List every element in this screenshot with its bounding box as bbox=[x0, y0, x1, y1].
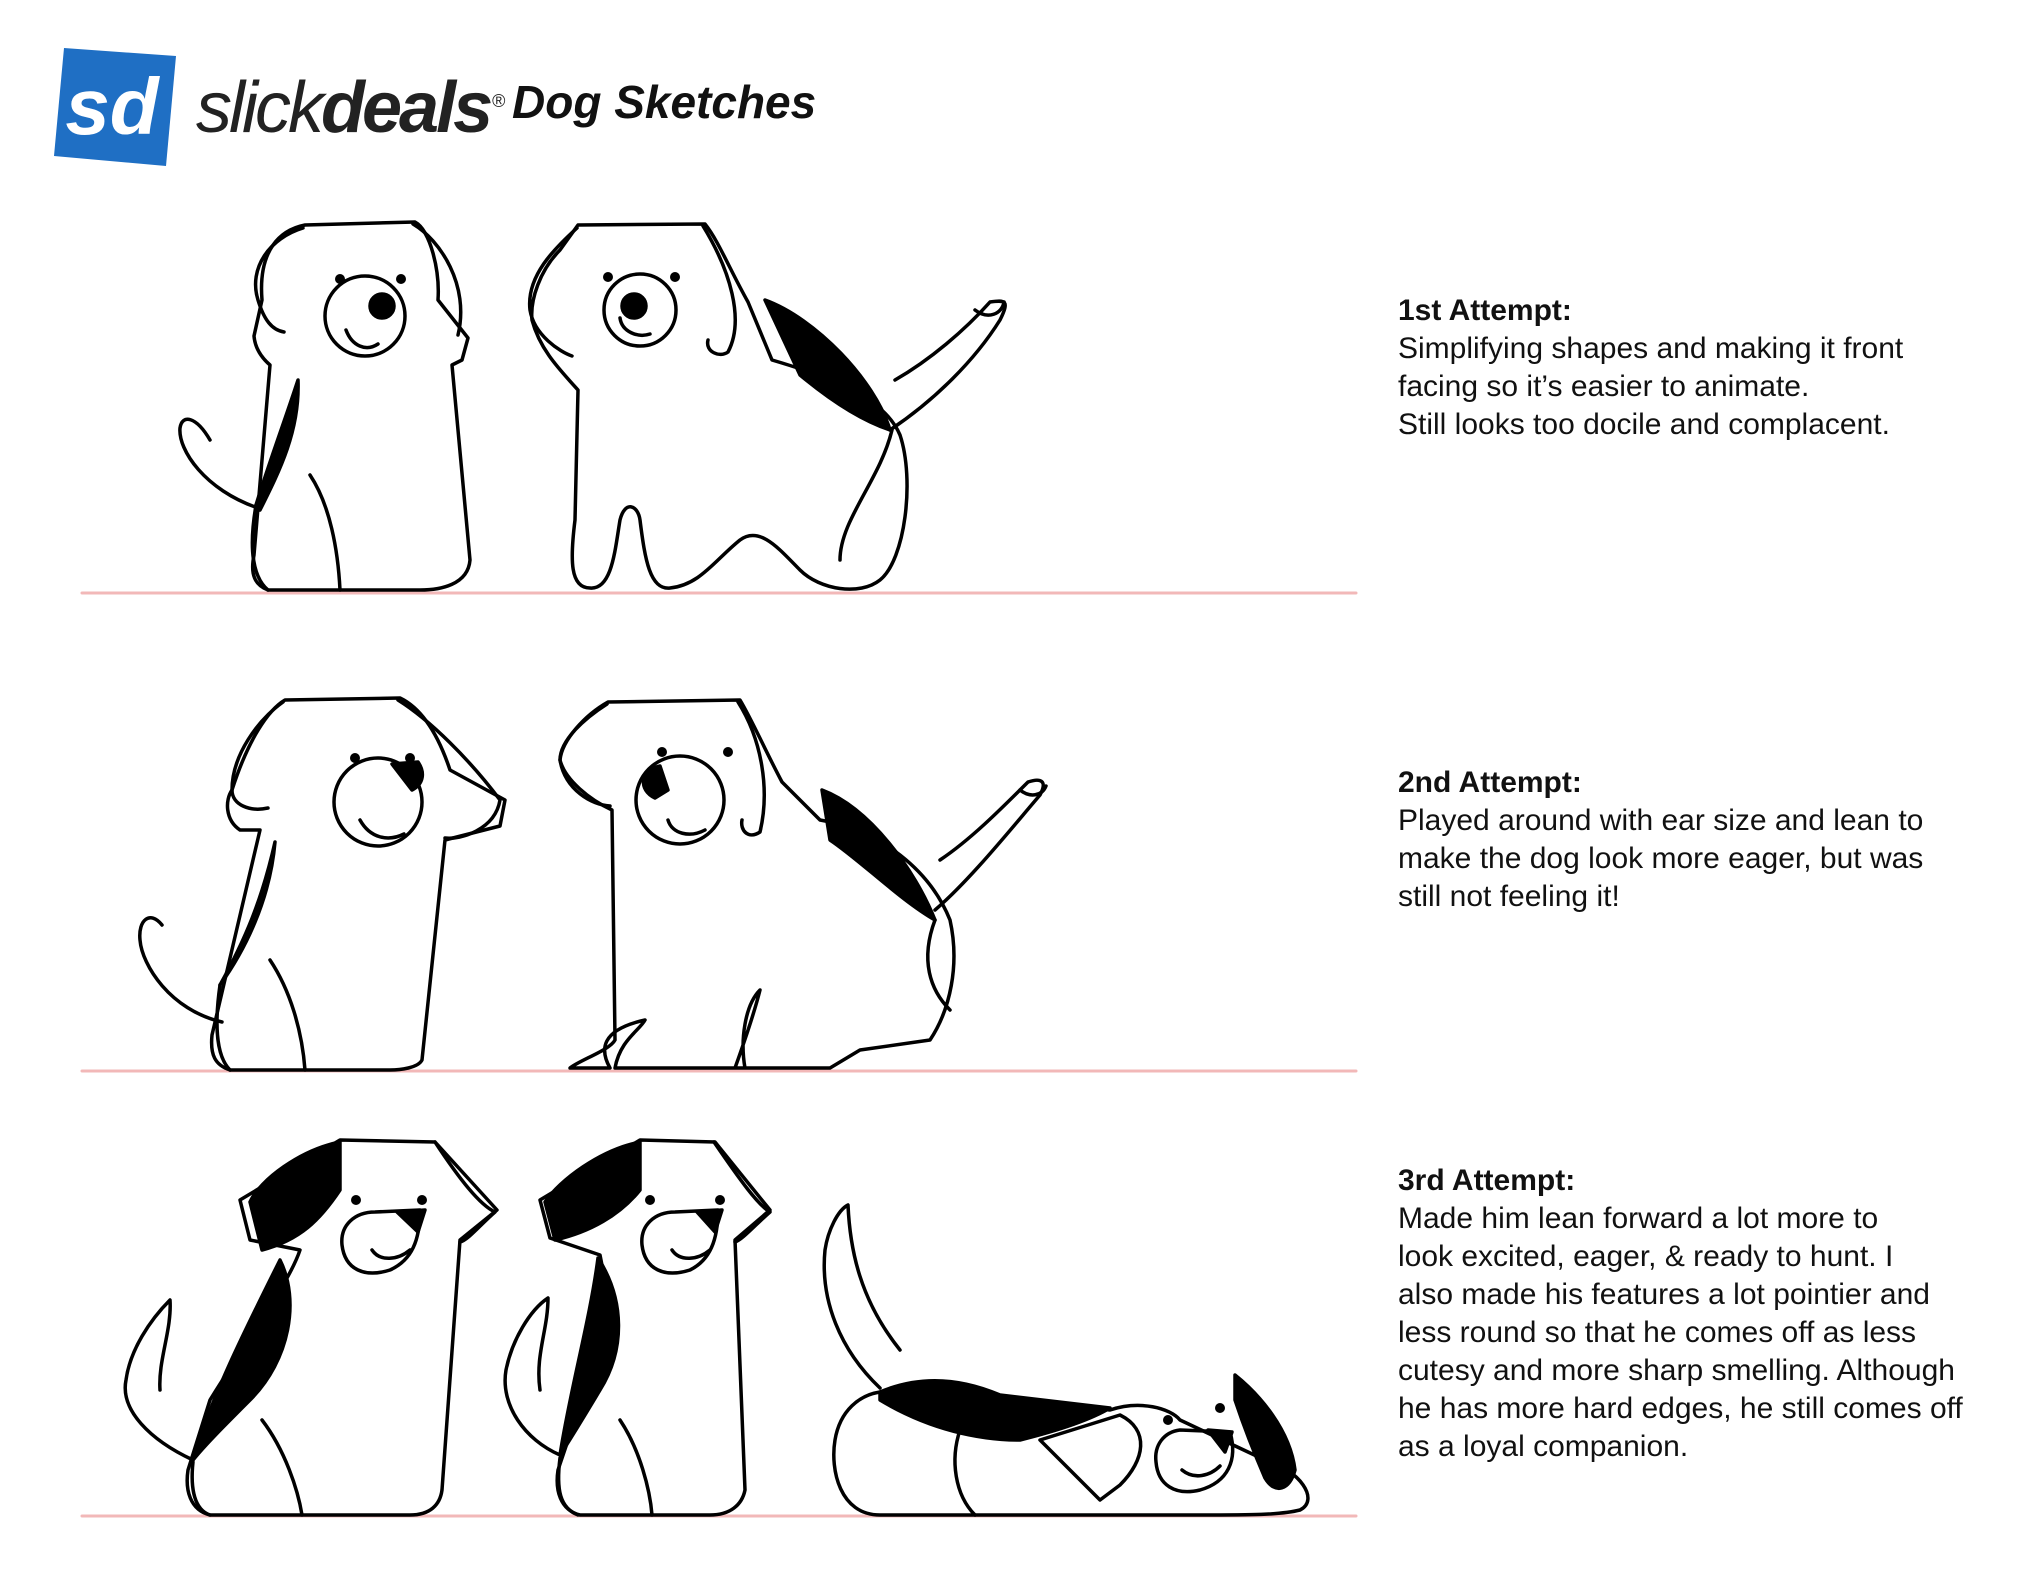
attempt-title: 2nd Attempt: bbox=[1398, 766, 1582, 799]
dog-sketch-3c bbox=[824, 1205, 1308, 1515]
logo-mark-text: sd bbox=[65, 62, 159, 151]
attempt-note-1 bbox=[1398, 292, 2018, 444]
attempt-body: Played around with ear size and lean to make the dog look more eager, but was still not feeling it! bbox=[1398, 804, 1924, 913]
registered-mark: ® bbox=[492, 91, 506, 111]
dog-sketch-3a bbox=[125, 1140, 497, 1515]
dog-sketch-1a bbox=[180, 222, 470, 590]
dog-sketch-1b bbox=[530, 224, 1006, 589]
attempt-note-3 bbox=[1398, 1162, 2018, 1466]
wordmark-bold: deals bbox=[321, 68, 491, 148]
dog-sketch-2b bbox=[560, 700, 1046, 1068]
attempt-body: Made him lean forward a lot more to look excited, eager, & ready to hunt. I also made his features a lot pointier and less round so that he comes off as less cutesy and more sharp smelling. Although he has more hard edges, he still comes off as a loyal companion. bbox=[1398, 1202, 1963, 1463]
page-title: Dog Sketches bbox=[512, 76, 817, 128]
attempt-body: Simplifying shapes and making it front facing so it’s easier to animate. Still looks too docile and complacent. bbox=[1398, 332, 1904, 441]
dog-sketch-2a bbox=[140, 698, 505, 1070]
dog-sketch-3b bbox=[505, 1140, 770, 1515]
attempt-title: 1st Attempt: bbox=[1398, 294, 1572, 327]
attempt-note-2 bbox=[1398, 764, 2018, 916]
attempt-title: 3rd Attempt: bbox=[1398, 1164, 1576, 1197]
wordmark-light: slick bbox=[196, 68, 321, 148]
